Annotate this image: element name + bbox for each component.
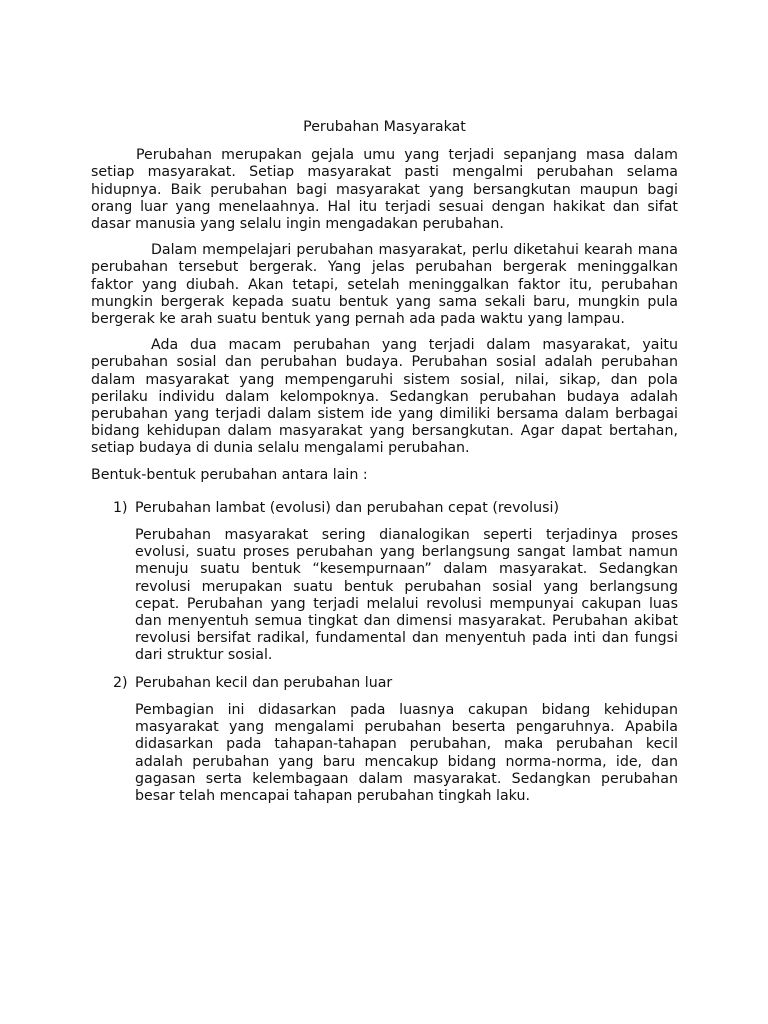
paragraph-2: Dalam mempelajari perubahan masyarakat, perlu diketahui kearah mana perubahan tersebut bergerak. Yang jelas perubahan bergerak meninggalkan faktor yang diubah. Akan tetapi, setelah meninggalkan faktor itu, perubahan mungkin bergerak kepada suatu bentuk yang sama sekali baru, mungkin pula bergerak ke arah suatu bentuk yang pernah ada pada waktu yang lampau. xyxy=(91,242,678,328)
paragraph-1: Perubahan merupakan gejala umu yang terjadi sepanjang masa dalam setiap masyarakat. Setiap masyarakat pasti mengalmi perubahan selama hidupnya. Baik perubahan bagi masyarakat yang bersangkutan maupun bagi orang luar yang menelaahnya. Hal itu terjadi sesuai dengan hakikat dan sifat dasar manusia yang selalu ingin mengadakan perubahan. xyxy=(91,147,678,233)
paragraph-3: Ada dua macam perubahan yang terjadi dalam masyarakat, yaitu perubahan sosial dan perubahan budaya. Perubahan sosial adalah perubahan dalam masyarakat yang mempengaruhi sistem sosial, nilai, sikap, dan pola perilaku individu dalam kelompoknya. Sedangkan perubahan budaya adalah perubahan yang terjadi dalam sistem ide yang dimiliki bersama dalam berbagai bidang kehidupan dalam masyarakat yang bersangkutan. Agar dapat bertahan, setiap budaya di dunia selalu mengalami perubahan. xyxy=(91,337,678,457)
numbered-list xyxy=(91,500,678,805)
list-number: 1) xyxy=(113,499,128,516)
list-item-body: Perubahan masyarakat sering dianalogikan seperti terjadinya proses evolusi, suatu proses perubahan yang berlangsung sangat lambat namun menuju suatu bentuk “kesempurnaan” dalam masyarakat. Sedangkan revolusi merupakan suatu bentuk perubahan sosial yang berlangsung cepat. Perubahan yang terjadi melalui revolusi mempunyai cakupan luas dan menyentuh semua tingkat dan dimensi masyarakat. Perubahan akibat revolusi bersifat radikal, fundamental dan menyentuh pada inti dan fungsi dari struktur sosial. xyxy=(135,527,678,664)
list-item-heading: Perubahan lambat (evolusi) dan perubahan cepat (revolusi) xyxy=(135,499,559,516)
list-item-body: Pembagian ini didasarkan pada luasnya cakupan bidang kehidupan masyarakat yang mengalami perubahan beserta pengaruhnya. Apabila didasarkan pada tahapan-tahapan perubahan, maka perubahan kecil adalah perubahan yang baru mencakup bidang norma-norma, ide, dan gagasan serta kelembagaan dalam masyarakat. Sedangkan perubahan besar telah mencapai tahapan perubahan tingkah laku. xyxy=(135,701,678,804)
list-item-2 xyxy=(91,675,678,805)
list-item-1 xyxy=(91,500,678,665)
list-number: 2) xyxy=(113,674,128,691)
document-title: Perubahan Masyarakat xyxy=(303,119,466,135)
list-intro: Bentuk-bentuk perubahan antara lain : xyxy=(91,466,368,483)
document-page xyxy=(91,119,678,815)
list-item-heading: Perubahan kecil dan perubahan luar xyxy=(135,674,393,691)
